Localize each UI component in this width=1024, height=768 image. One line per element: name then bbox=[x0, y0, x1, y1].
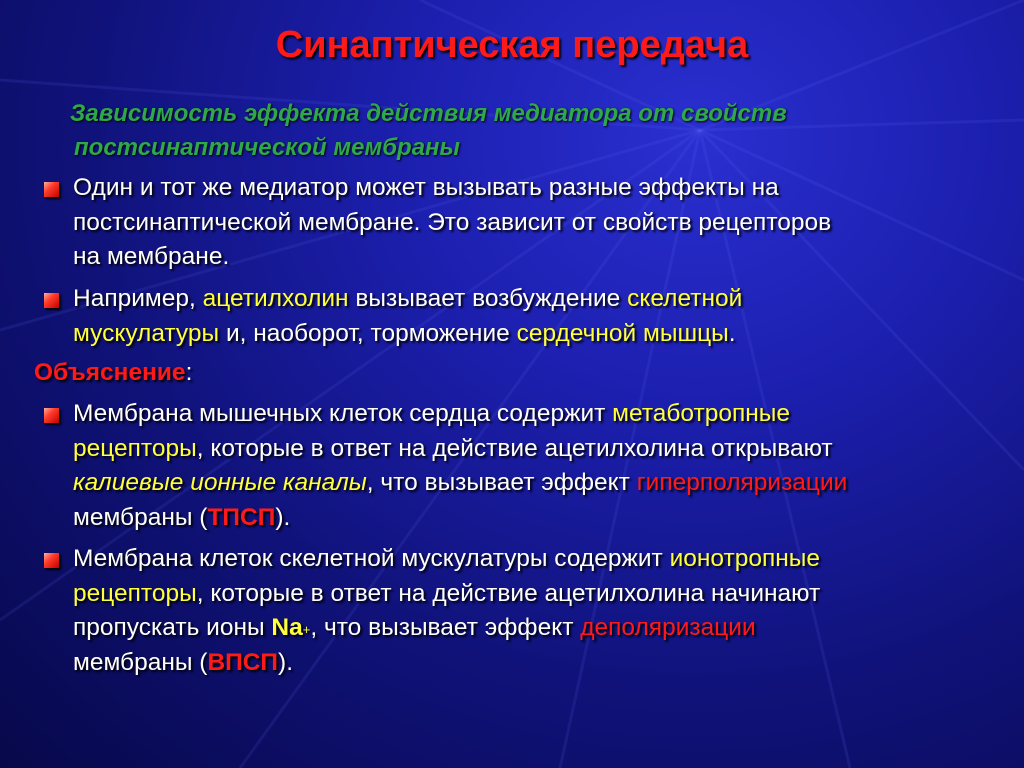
subtitle-line-2: постсинаптической мембраны bbox=[74, 134, 461, 161]
bullet-line: Мембрана клеток скелетной мускулатуры содержит ионотропные bbox=[73, 545, 821, 572]
square-bullet-icon bbox=[44, 293, 59, 308]
bullet-line: мускулатуры и, наоборот, торможение сердечной мышцы. bbox=[73, 319, 736, 347]
highlight-receptors: рецепторы bbox=[73, 579, 197, 607]
bullet-line: Один и тот же медиатор может вызывать разные эффекты на bbox=[73, 174, 779, 201]
bullet-item-2 bbox=[44, 282, 984, 351]
highlight-skeletal: скелетной bbox=[627, 285, 743, 312]
slide-title: Синаптическая передача bbox=[275, 24, 749, 66]
highlight-potassium-channels: калиевые ионные каналы bbox=[73, 469, 367, 496]
subtitle-line-1: Зависимость эффекта действия медиатора от свойств bbox=[70, 100, 787, 127]
highlight-ionotropic: ионотропные bbox=[669, 545, 821, 572]
bullet-line: мембраны (ВПСП). bbox=[73, 648, 294, 676]
slide-subtitle bbox=[70, 97, 970, 165]
highlight-heart-muscle: сердечной мышцы bbox=[516, 319, 729, 347]
bullet-line: Например, ацетилхолин вызывает возбуждение скелетной bbox=[73, 285, 743, 312]
bullet-line: постсинаптической мембране. Это зависит от свойств рецепторов bbox=[73, 208, 832, 236]
bullet-line: Мембрана мышечных клеток сердца содержит метаботропные bbox=[73, 400, 791, 427]
bullet-line: на мембране. bbox=[73, 243, 230, 270]
explanation-heading: Объяснение: bbox=[34, 359, 193, 386]
sodium-charge: + bbox=[302, 622, 311, 637]
bullet-line: пропускать ионы Na+, что вызывает эффект деполяризации bbox=[73, 614, 756, 641]
bullet-line: калиевые ионные каналы, что вызывает эффект гиперполяризации bbox=[73, 469, 848, 496]
bullet-item-3 bbox=[44, 397, 984, 535]
square-bullet-icon bbox=[44, 182, 59, 197]
highlight-depolarization: деполяризации bbox=[580, 614, 756, 641]
highlight-sodium: Na bbox=[271, 614, 303, 641]
highlight-metabotropic: метаботропные bbox=[612, 400, 791, 427]
highlight-receptors: рецепторы bbox=[73, 434, 197, 462]
highlight-acetylcholine: ацетилхолин bbox=[202, 285, 349, 312]
square-bullet-icon bbox=[44, 408, 59, 423]
highlight-musculature: мускулатуры bbox=[73, 319, 220, 347]
bullet-item-4 bbox=[44, 542, 984, 680]
highlight-hyperpolarization: гиперполяризации bbox=[636, 469, 848, 496]
bullet-line: мембраны (ТПСП). bbox=[73, 503, 291, 531]
square-bullet-icon bbox=[44, 553, 59, 568]
bullet-item-1 bbox=[44, 171, 984, 275]
bullet-line: рецепторы, которые в ответ на действие ацетилхолина начинают bbox=[73, 579, 821, 607]
highlight-ipsp: ТПСП bbox=[207, 503, 276, 531]
bullet-line: рецепторы, которые в ответ на действие ацетилхолина открывают bbox=[73, 434, 833, 462]
highlight-epsp: ВПСП bbox=[207, 648, 279, 676]
